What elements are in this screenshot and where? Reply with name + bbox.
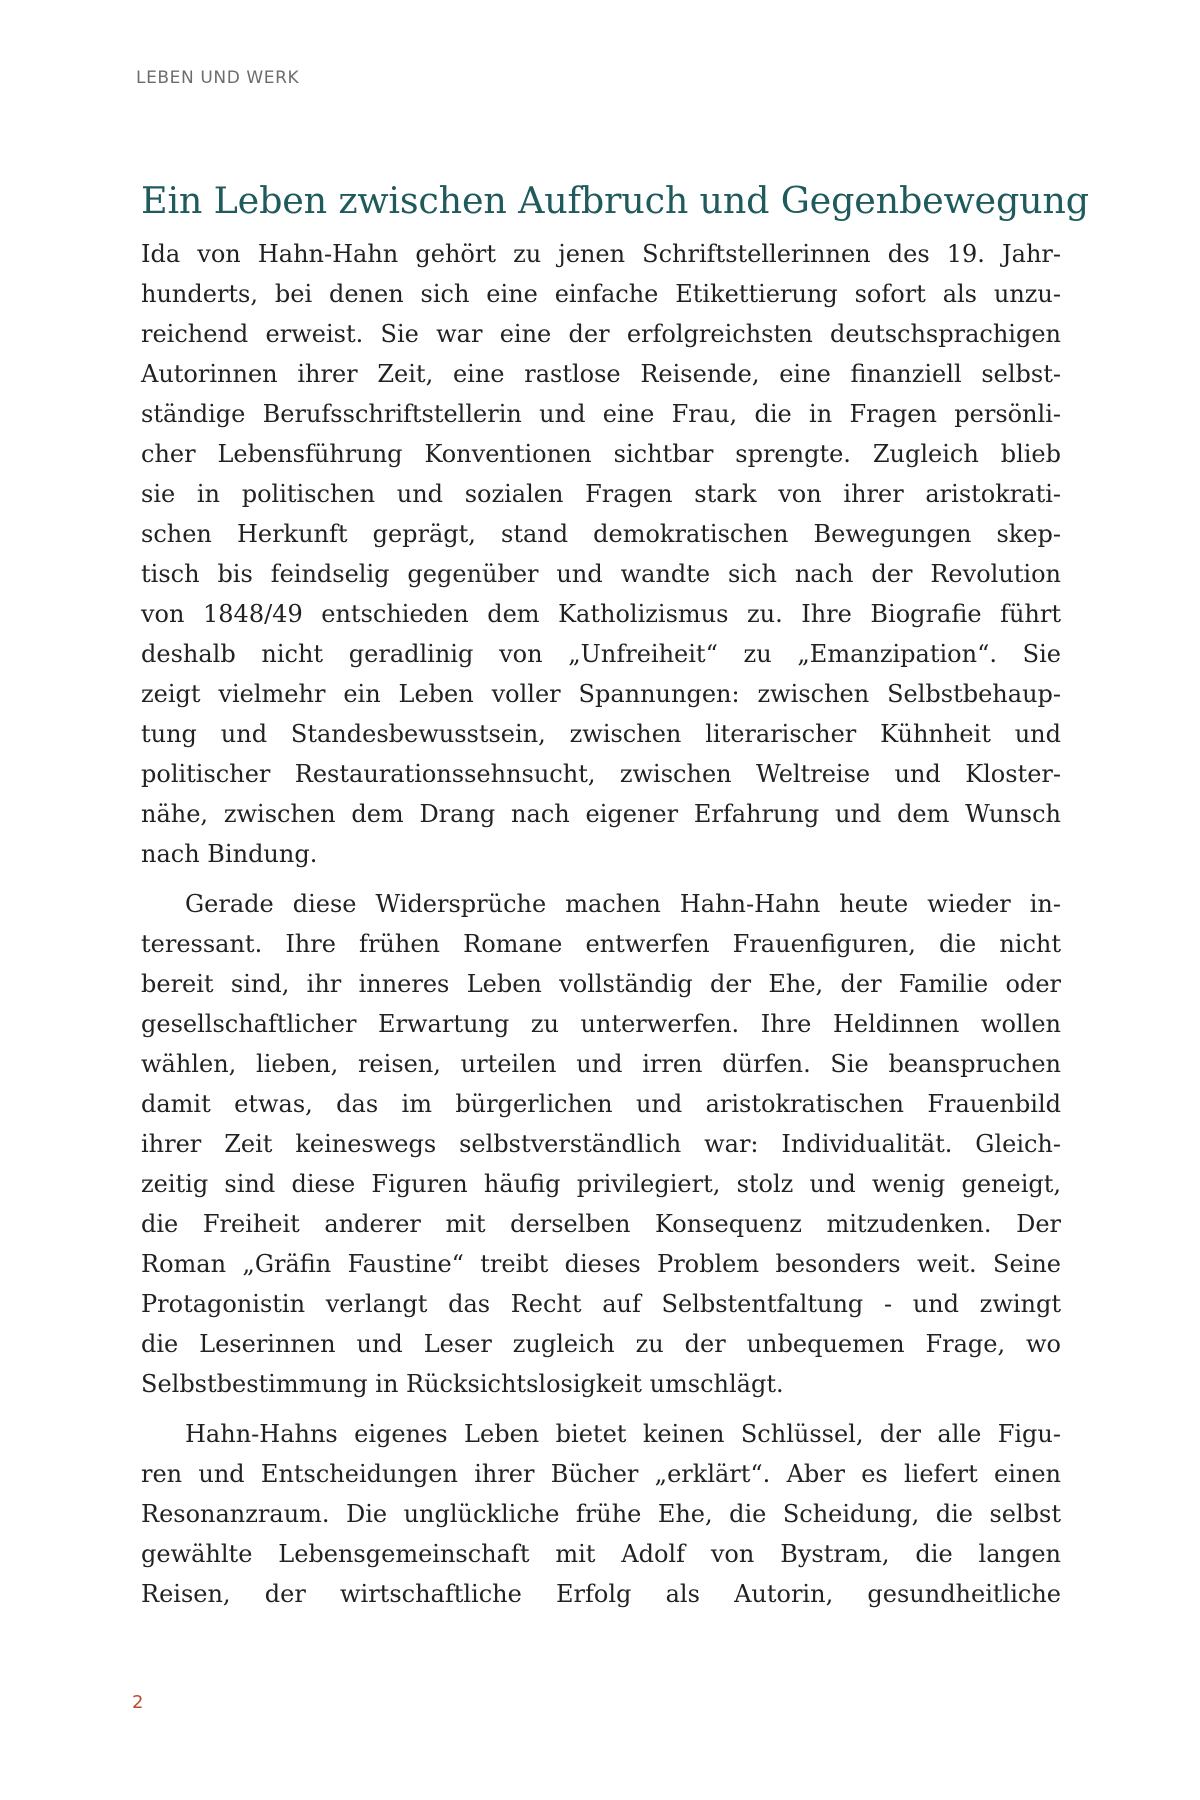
text-line: deshalb nicht geradlinig von „Unfreiheit“ zu „Emanzipation“. Sie (141, 640, 1061, 668)
text-line: Autorinnen ihrer Zeit, eine rastlose Reisende, eine finanziell selbst- (141, 360, 1061, 388)
text-line: wählen, lieben, reisen, urteilen und irren dürfen. Sie beanspruchen (141, 1050, 1061, 1078)
text-line: tisch bis feindselig gegenüber und wandte sich nach der Revolution (141, 560, 1061, 588)
paragraph-1 (141, 234, 1061, 874)
main-content (141, 178, 1089, 1614)
text-line: bereit sind, ihr inneres Leben vollständig der Ehe, der Familie oder (141, 970, 1061, 998)
page-number: 2 (132, 1692, 144, 1713)
text-line: die Freiheit anderer mit derselben Konsequenz mitzudenken. Der (141, 1210, 1061, 1238)
text-line: nach Bindung. (141, 840, 318, 868)
text-line: ständige Berufsschriftstellerin und eine Frau, die in Fragen persönli- (141, 400, 1061, 428)
running-header: LEBEN UND WERK (136, 68, 300, 88)
text-line: politischer Restaurationssehnsucht, zwischen Weltreise und Kloster- (141, 760, 1061, 788)
text-line: die Leserinnen und Leser zugleich zu der unbequemen Frage, wo (141, 1330, 1061, 1358)
paragraph-2 (141, 884, 1061, 1404)
text-line: Reisen, der wirtschaftliche Erfolg als Autorin, gesundheitliche (141, 1580, 1061, 1608)
text-line: Protagonistin verlangt das Recht auf Selbstentfaltung - und zwingt (141, 1290, 1061, 1318)
text-line: Ida von Hahn-Hahn gehört zu jenen Schriftstellerinnen des 19. Jahr- (141, 240, 1061, 268)
text-line: cher Lebensführung Konventionen sichtbar sprengte. Zugleich blieb (141, 440, 1061, 468)
text-line: Hahn-Hahns eigenes Leben bietet keinen Schlüssel, der alle Figu- (185, 1420, 1061, 1448)
text-line: gesellschaftlicher Erwartung zu unterwerfen. Ihre Heldinnen wollen (141, 1010, 1061, 1038)
text-line: hunderts, bei denen sich eine einfache Etikettierung sofort als unzu- (141, 280, 1061, 308)
text-line: nähe, zwischen dem Drang nach eigener Erfahrung und dem Wunsch (141, 800, 1061, 828)
text-line: sie in politischen und sozialen Fragen stark von ihrer aristokrati- (141, 480, 1061, 508)
text-line: von 1848/49 entschieden dem Katholizismus zu. Ihre Biografie führt (141, 600, 1061, 628)
text-line: zeitig sind diese Figuren häufig privilegiert, stolz und wenig geneigt, (141, 1170, 1061, 1198)
chapter-title: Ein Leben zwischen Aufbruch und Gegenbewegung (141, 179, 1089, 222)
text-line: reichend erweist. Sie war eine der erfolgreichsten deutschsprachigen (141, 320, 1061, 348)
text-line: ihrer Zeit keineswegs selbstverständlich war: Individualität. Gleich- (141, 1130, 1061, 1158)
text-line: Roman „Gräfin Faustine“ treibt dieses Problem besonders weit. Seine (141, 1250, 1061, 1278)
text-line: Gerade diese Widersprüche machen Hahn-Hahn heute wieder in- (185, 890, 1061, 918)
text-line: gewählte Lebensgemeinschaft mit Adolf von Bystram, die langen (141, 1540, 1061, 1568)
text-line: Selbstbestimmung in Rücksichtslosigkeit umschlägt. (141, 1370, 784, 1398)
text-line: schen Herkunft geprägt, stand demokratischen Bewegungen skep- (141, 520, 1061, 548)
text-line: zeigt vielmehr ein Leben voller Spannungen: zwischen Selbstbehaup- (141, 680, 1061, 708)
paragraph-3 (141, 1414, 1061, 1614)
text-line: Resonanzraum. Die unglückliche frühe Ehe, die Scheidung, die selbst (141, 1500, 1061, 1528)
text-line: ren und Entscheidungen ihrer Bücher „erklärt“. Aber es liefert einen (141, 1460, 1061, 1488)
text-line: tung und Standesbewusstsein, zwischen literarischer Kühnheit und (141, 720, 1061, 748)
text-line: damit etwas, das im bürgerlichen und aristokratischen Frauenbild (141, 1090, 1061, 1118)
text-line: teressant. Ihre frühen Romane entwerfen Frauenfiguren, die nicht (141, 930, 1061, 958)
